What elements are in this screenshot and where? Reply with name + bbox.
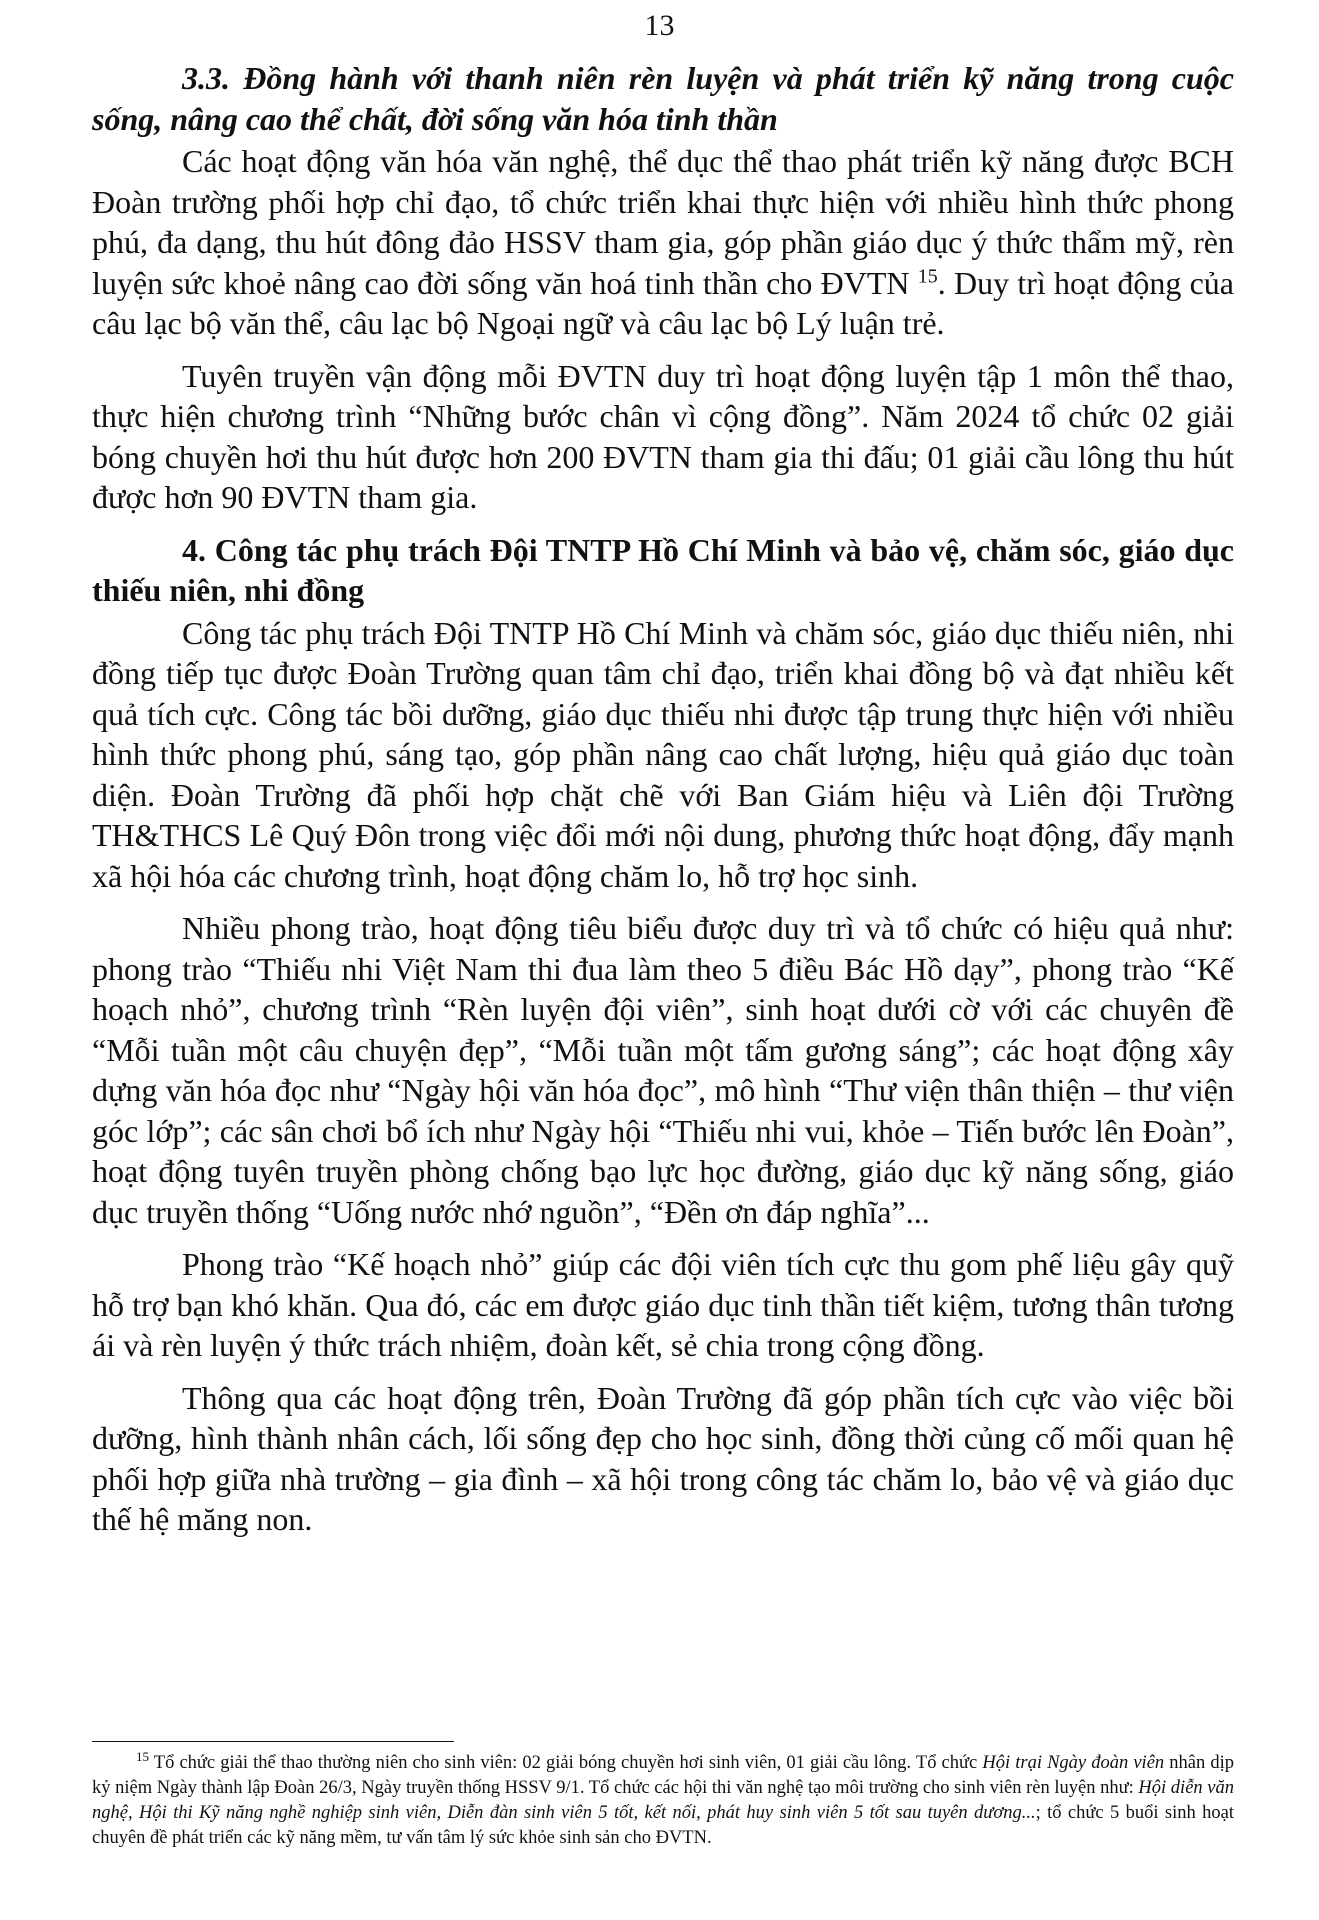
section-4-paragraph-4: Thông qua các hoạt động trên, Đoàn Trường đã góp phần tích cực vào việc bồi dưỡng, hình thành nhân cách, lối sống đẹp cho học sinh, đồng thời củng cố mối quan hệ phối hợp giữa nhà trường – gia đình – xã hội trong công tác chăm lo, bảo vệ và giáo dục thế hệ măng non.	[92, 1379, 1234, 1537]
footnote-text: nhân dịp kỷ niệm Ngày thành lập Đoàn 26/3, Ngày truyền thống HSSV 9/1. Tổ chức các hội thi văn nghệ tạo môi trường cho sinh viên rèn luyện như:	[92, 1753, 1234, 1798]
page-number: 13	[644, 9, 675, 42]
section-4-paragraph-2: Nhiều phong trào, hoạt động tiêu biểu được duy trì và tổ chức có hiệu quả như: phong trào “Thiếu nhi Việt Nam thi đua làm theo 5 điều Bác Hồ dạy”, phong trào “Kế hoạch nhỏ”, chương trình “Rèn luyện đội viên”, sinh hoạt dưới cờ với các chuyên đề “Mỗi tuần một câu chuyện đẹp”, “Mỗi tuần một tấm gương sáng”; các hoạt động xây dựng văn hóa đọc như “Ngày hội văn hóa đọc”, mô hình “Thư viện thân thiện – thư viện góc lớp”; các sân chơi bổ ích như Ngày hội “Thiếu nhi vui, khỏe – Tiến bước lên Đoàn”, hoạt động tuyên truyền phòng chống bạo lực học đường, giáo dục kỹ năng sống, giáo dục truyền thống “Uống nước nhớ nguồn”, “Đền ơn đáp nghĩa”...	[92, 910, 1234, 1230]
section-4-paragraph-3: Phong trào “Kế hoạch nhỏ” giúp các đội viên tích cực thu gom phế liệu gây quỹ hỗ trợ bạn khó khăn. Qua đó, các em được giáo dục tinh thần tiết kiệm, tương thân tương ái và rèn luyện ý thức trách nhiệm, đoàn kết, sẻ chia trong cộng đồng.	[92, 1246, 1234, 1363]
footnote-15	[92, 1748, 1234, 1851]
footnote-italic-text: Hội diễn văn nghệ, Hội thi Kỹ năng nghề nghiệp sinh viên, Diễn đàn sinh viên 5 tốt, kết nối, phát huy sinh viên 5 tốt sau tuyên dương...	[92, 1778, 1234, 1823]
footnote-mark: 15	[136, 1748, 149, 1764]
section-3-3-paragraph-2: Tuyên truyền vận động mỗi ĐVTN duy trì hoạt động luyện tập 1 môn thể thao, thực hiện chương trình “Những bước chân vì cộng đồng”. Năm 2024 tổ chức 02 giải bóng chuyền hơi thu hút được hơn 200 ĐVTN tham gia thi đấu; 01 giải cầu lông thu hút được hơn 90 ĐVTN tham gia.	[92, 357, 1234, 515]
section-4-paragraph-1: Công tác phụ trách Đội TNTP Hồ Chí Minh và chăm sóc, giáo dục thiếu niên, nhi đồng tiếp tục được Đoàn Trường quan tâm chỉ đạo, triển khai đồng bộ và đạt nhiều kết quả tích cực. Công tác bồi dưỡng, giáo dục thiếu nhi được tập trung thực hiện với nhiều hình thức phong phú, sáng tạo, góp phần nâng cao chất lượng, hiệu quả giáo dục toàn diện. Đoàn Trường đã phối hợp chặt chẽ với Ban Giám hiệu và Liên đội Trường TH&THCS Lê Quý Đôn trong việc đổi mới nội dung, phương thức hoạt động, đẩy mạnh xã hội hóa các chương trình, hoạt động chăm lo, hỗ trợ học sinh.	[92, 614, 1234, 894]
footnote-text: ; tổ chức 5 buổi sinh hoạt chuyên đề phát triển các kỹ năng mềm, tư vấn tâm lý sức khỏe sinh sản cho ĐVTN.	[92, 1803, 1234, 1848]
section-4-heading: 4. Công tác phụ trách Đội TNTP Hồ Chí Minh và bảo vệ, chăm sóc, giáo dục thiếu niên, nhi đồng	[92, 531, 1234, 608]
footnote-divider	[92, 1741, 454, 1742]
footnote-text: Tổ chức giải thể thao thường niên cho sinh viên: 02 giải bóng chuyền hơi sinh viên, 01 giải cầu lông. Tổ chức	[149, 1753, 983, 1773]
section-3-3-paragraph-1	[92, 141, 1234, 344]
paragraph-text: Các hoạt động văn hóa văn nghệ, thể dục thể thao phát triển kỹ năng được BCH Đoàn trường phối hợp chỉ đạo, tổ chức triển khai thực hiện với nhiều hình thức phong phú, đa dạng, thu hút đông đảo HSSV tham gia, góp phần giáo dục ý thức thẩm mỹ, rèn luyện sức khoẻ nâng cao đời sống văn hoá tinh thần cho ĐVTN	[92, 143, 1234, 301]
document-body	[92, 58, 1234, 1540]
footnote-italic-text: Hội trại Ngày đoàn viên	[982, 1753, 1165, 1773]
footnote-reference: 15	[917, 264, 938, 287]
paragraph-text: . Duy trì hoạt động của câu lạc bộ văn thể, câu lạc bộ Ngoại ngữ và câu lạc bộ Lý luận trẻ.	[92, 264, 1235, 341]
section-3-3-heading: 3.3. Đồng hành với thanh niên rèn luyện và phát triển kỹ năng trong cuộc sống, nâng cao thể chất, đời sống văn hóa tinh thần	[92, 60, 1234, 137]
